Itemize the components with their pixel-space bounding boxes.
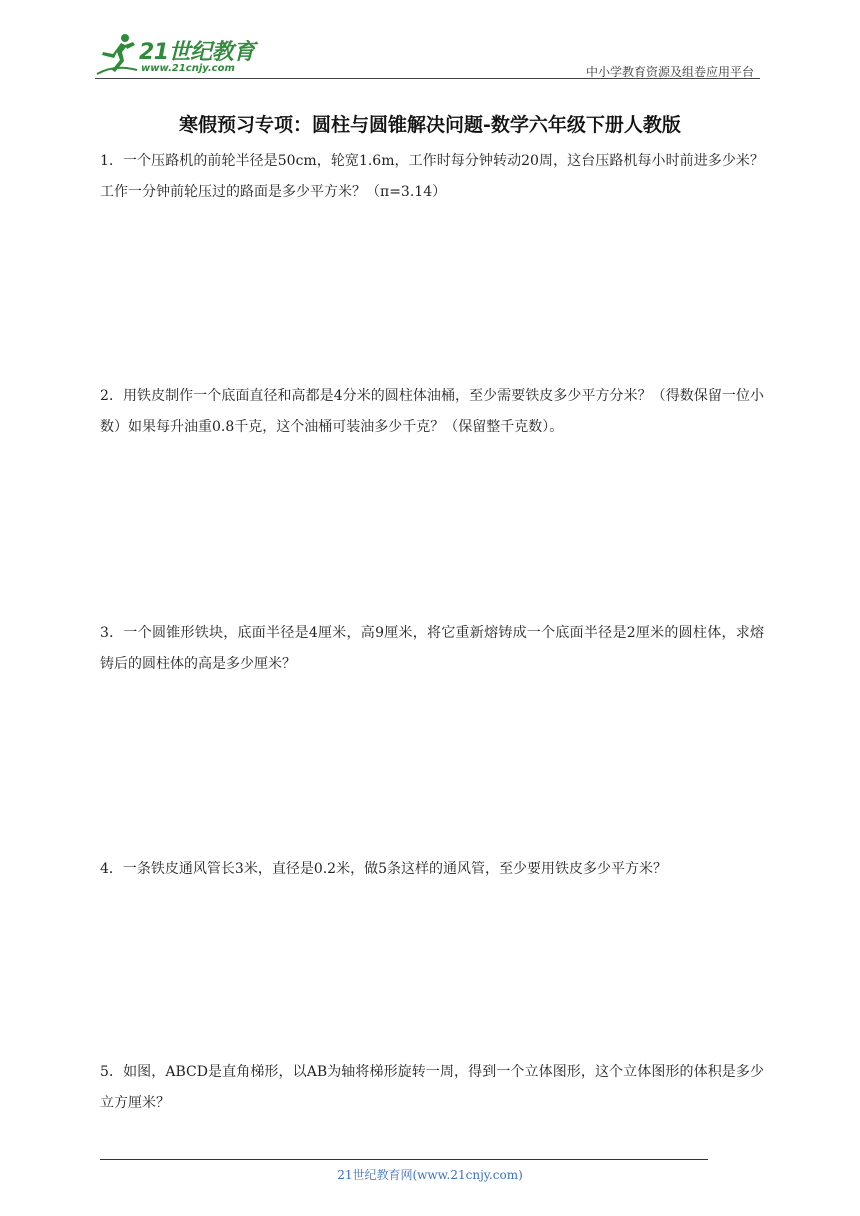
header-tagline: 中小学教育资源及组卷应用平台 (585, 65, 754, 79)
question-2: 2．用铁皮制作一个底面直径和高都是4分米的圆柱体油桶，至少需要铁皮多少平方分米？（得数保留一位小数）如果每升油重0.8千克，这个油桶可装油多少千克？（保留整千克数）。 (100, 388, 764, 435)
question-1: 1．一个压路机的前轮半径是50cm，轮宽1.6m，工作时每分钟转动20周，这台压路机每小时前进多少米？工作一分钟前轮压过的路面是多少平方米？（π=3.14） (100, 153, 764, 200)
page-header (95, 30, 760, 82)
question-5: 5．如图，ABCD是直角梯形，以AB为轴将梯形旋转一周，得到一个立体图形，这个立体图形的体积是多少立方厘米？ (100, 1064, 764, 1111)
logo-url: www.21cnjy.com (141, 63, 235, 74)
footer-link[interactable]: 21世纪教育网(www.21cnjy.com) (337, 1168, 523, 1182)
header-divider (95, 78, 760, 79)
footer-divider (100, 1159, 708, 1160)
logo (95, 30, 265, 78)
page-title: 寒假预习专项：圆柱与圆锥解决问题-数学六年级下册人教版 (179, 114, 681, 136)
question-3: 3．一个圆锥形铁块，底面半径是4厘米，高9厘米，将它重新熔铸成一个底面半径是2厘米的圆柱体，求熔铸后的圆柱体的高是多少厘米？ (100, 625, 764, 672)
question-4: 4．一条铁皮通风管长3米，直径是0.2米，做5条这样的通风管，至少要用铁皮多少平方米？ (100, 861, 667, 877)
runner-logo-icon (95, 30, 139, 78)
logo-text: 21世纪教育 (139, 40, 255, 65)
